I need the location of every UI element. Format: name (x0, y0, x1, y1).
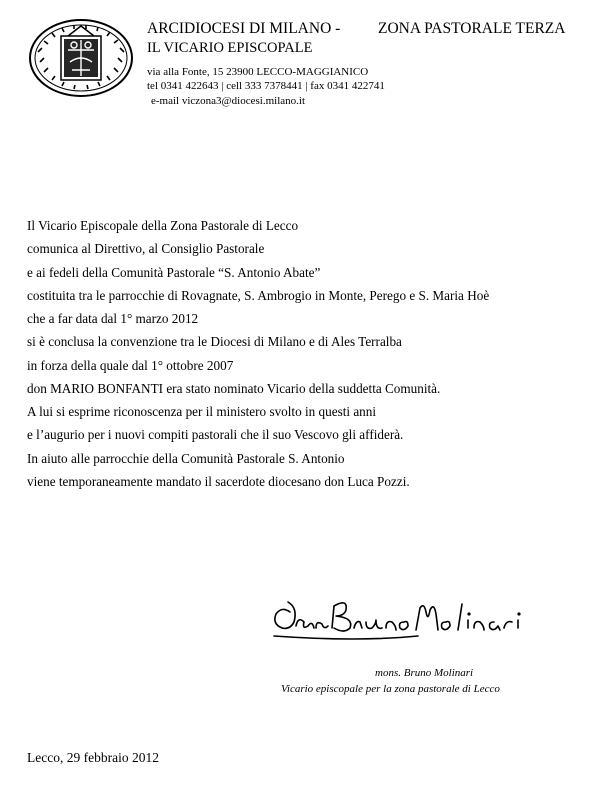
diocese-name: ARCIDIOCESI DI MILANO - (147, 20, 341, 37)
body-line: e ai fedeli della Comunità Pastorale “S. Antonio Abate” (27, 264, 321, 280)
address: via alla Fonte, 15 23900 LECCO-MAGGIANICO (147, 66, 369, 78)
email-address: e-mail viczona3@diocesi.milano.it (151, 95, 305, 107)
phone-numbers: tel 0341 422643 | cell 333 7378441 | fax 0341 422741 (147, 80, 385, 92)
letter-date: Lecco, 29 febbraio 2012 (27, 750, 159, 765)
handwritten-signature (268, 598, 548, 652)
office-name: IL VICARIO EPISCOPALE (147, 40, 313, 56)
body-line: Il Vicario Episcopale della Zona Pastorale di Lecco (27, 218, 299, 233)
body-line: A lui si esprime riconoscenza per il ministero svolto in questi anni (27, 404, 377, 419)
body-line: comunica al Direttivo, al Consiglio Pastorale (27, 241, 265, 257)
body-line: don MARIO BONFANTI era stato nominato Vicario della suddetta Comunità. (27, 380, 441, 396)
pastoral-zone: ZONA PASTORALE TERZA (378, 20, 566, 37)
body-line: che a far data dal 1° marzo 2012 (27, 311, 199, 326)
body-line: e l’augurio per i nuovi compiti pastorali che il suo Vescovo gli affiderà. (27, 427, 404, 443)
body-line: in forza della quale dal 1° ottobre 2007 (27, 357, 234, 373)
diocesan-seal-icon (28, 18, 134, 98)
body-line: costituita tra le parrocchie di Rovagnate, S. Ambrogio in Monte, Perego e S. Maria Hoè (27, 287, 490, 303)
letterhead-title (147, 20, 566, 38)
signatory-name: mons. Bruno Molinari (375, 667, 474, 679)
body-line: In aiuto alle parrocchie della Comunità Pastorale S. Antonio (27, 450, 345, 466)
body-line: viene temporaneamente mandato il sacerdote diocesano don Luca Pozzi. (27, 473, 410, 489)
letter-body (27, 214, 607, 493)
signatory-role: Vicario episcopale per la zona pastorale di Lecco (281, 683, 500, 695)
body-line: si è conclusa la convenzione tra le Diocesi di Milano e di Ales Terralba (27, 334, 402, 350)
